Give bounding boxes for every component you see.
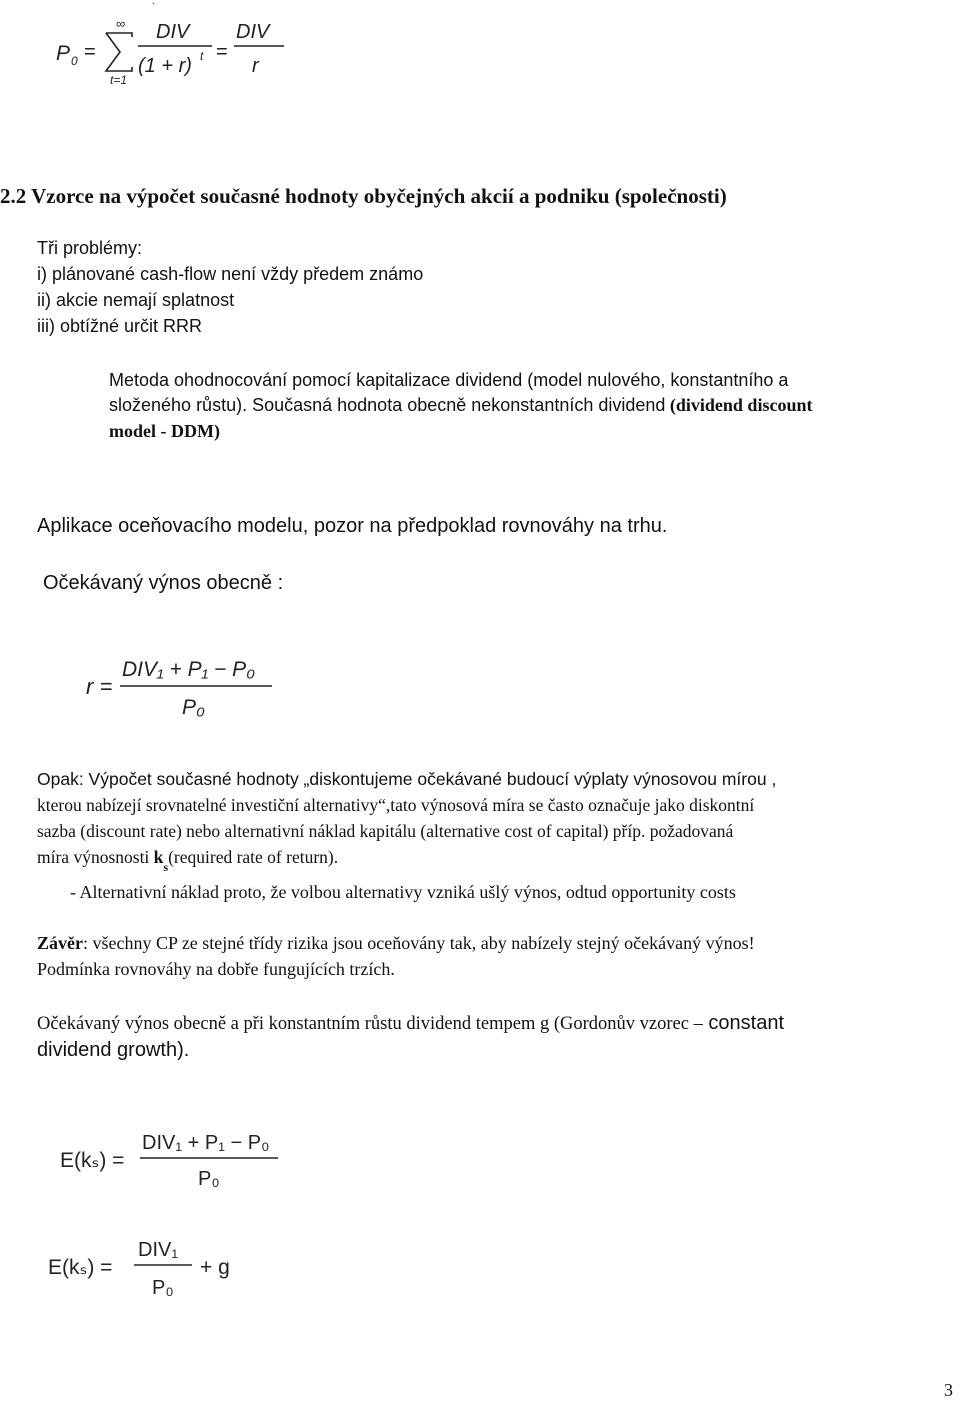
formula-expected-return-ks	[58, 1125, 288, 1195]
alternative-text: - Alternativní náklad proto, že volbou alternativy vzniká ušlý výnos, odtud opportunity costs	[70, 882, 736, 902]
svg-text:+ g: + g	[200, 1256, 230, 1279]
svg-text:t: t	[200, 49, 204, 63]
method-line: složeného růstu). Současná hodnota obecně nekonstantních dividend (dividend discount	[109, 395, 813, 415]
conclusion-line: Závěr: všechny CP ze stejné třídy rizika jsou oceňovány tak, aby nabízely stejný očekávaný výnos!	[37, 933, 755, 953]
formula-present-value	[50, 12, 310, 84]
svg-text:DIV: DIV	[236, 21, 270, 43]
svg-text:=: =	[84, 41, 96, 63]
sum-sign	[106, 33, 132, 71]
formula-expected-return	[82, 650, 292, 725]
svg-text:0: 0	[71, 54, 78, 68]
svg-text:t=1: t=1	[110, 73, 128, 84]
gordon-line: dividend growth).	[37, 1039, 190, 1061]
svg-text:P₀: P₀	[182, 696, 205, 719]
problem-item: i) plánované cash-flow není vždy předem známo	[37, 264, 424, 284]
svg-text:E(kₛ) =: E(kₛ) =	[60, 1149, 125, 1172]
svg-text:P₀: P₀	[198, 1168, 220, 1190]
conclusion-line: Podmínka rovnováhy na dobře fungujících trzích.	[37, 959, 395, 979]
svg-text:r: r	[252, 55, 259, 77]
svg-text:=: =	[216, 41, 228, 63]
problems-title: Tři problémy:	[37, 238, 143, 258]
method-line: Metoda ohodnocování pomocí kapitalizace dividend (model nulového, konstantního a	[109, 370, 789, 390]
opak-line: kterou nabízejí srovnatelné investiční alternativy“,tato výnosová míra se často označuje jako diskontní	[37, 795, 755, 815]
svg-text:DIV₁: DIV₁	[138, 1239, 179, 1261]
section-heading: 2.2 Vzorce na výpočet současné hodnoty obyčejných akcií a podniku (společnosti)	[0, 184, 727, 208]
svg-text:E(kₛ) =: E(kₛ) =	[48, 1256, 113, 1279]
formula-lhs: P	[56, 42, 71, 65]
problem-item: ii) akcie nemají splatnost	[37, 290, 235, 310]
top-mark: .	[152, 0, 155, 7]
opak-line: sazba (discount rate) nebo alternativní náklad kapitálu (alternative cost of capital) příp. požadovaná	[37, 821, 734, 841]
svg-text:r =: r =	[86, 674, 113, 699]
svg-text:(1 + r): (1 + r)	[138, 55, 192, 77]
expected-return-label: Očekávaný výnos obecně :	[43, 572, 284, 594]
opak-line: míra výnosnosti $k_s(required$ rate of return).	[37, 847, 339, 874]
svg-text:DIV₁ + P₁ − P₀: DIV₁ + P₁ − P₀	[122, 658, 255, 681]
gordon-line: Očekávaný výnos obecně a při konstantním růstu dividend tempem g (Gordonův vzorec – constant	[37, 1012, 785, 1034]
method-line: model - DDM)	[109, 421, 220, 441]
opak-line: Opak: Výpočet současné hodnoty „diskontujeme očekávané budoucí výplaty výnosovou mírou ,	[37, 769, 777, 789]
svg-text:DIV₁ + P₁ − P₀: DIV₁ + P₁ − P₀	[142, 1132, 270, 1154]
page-number: 3	[944, 1380, 953, 1400]
formula-gordon	[46, 1232, 256, 1304]
svg-text:∞: ∞	[116, 16, 126, 31]
problem-item: iii) obtížné určit RRR	[37, 316, 203, 336]
svg-text:P₀: P₀	[152, 1277, 174, 1299]
application-text: Aplikace oceňovacího modelu, pozor na předpoklad rovnováhy na trhu.	[37, 515, 668, 537]
svg-text:DIV: DIV	[156, 21, 190, 43]
